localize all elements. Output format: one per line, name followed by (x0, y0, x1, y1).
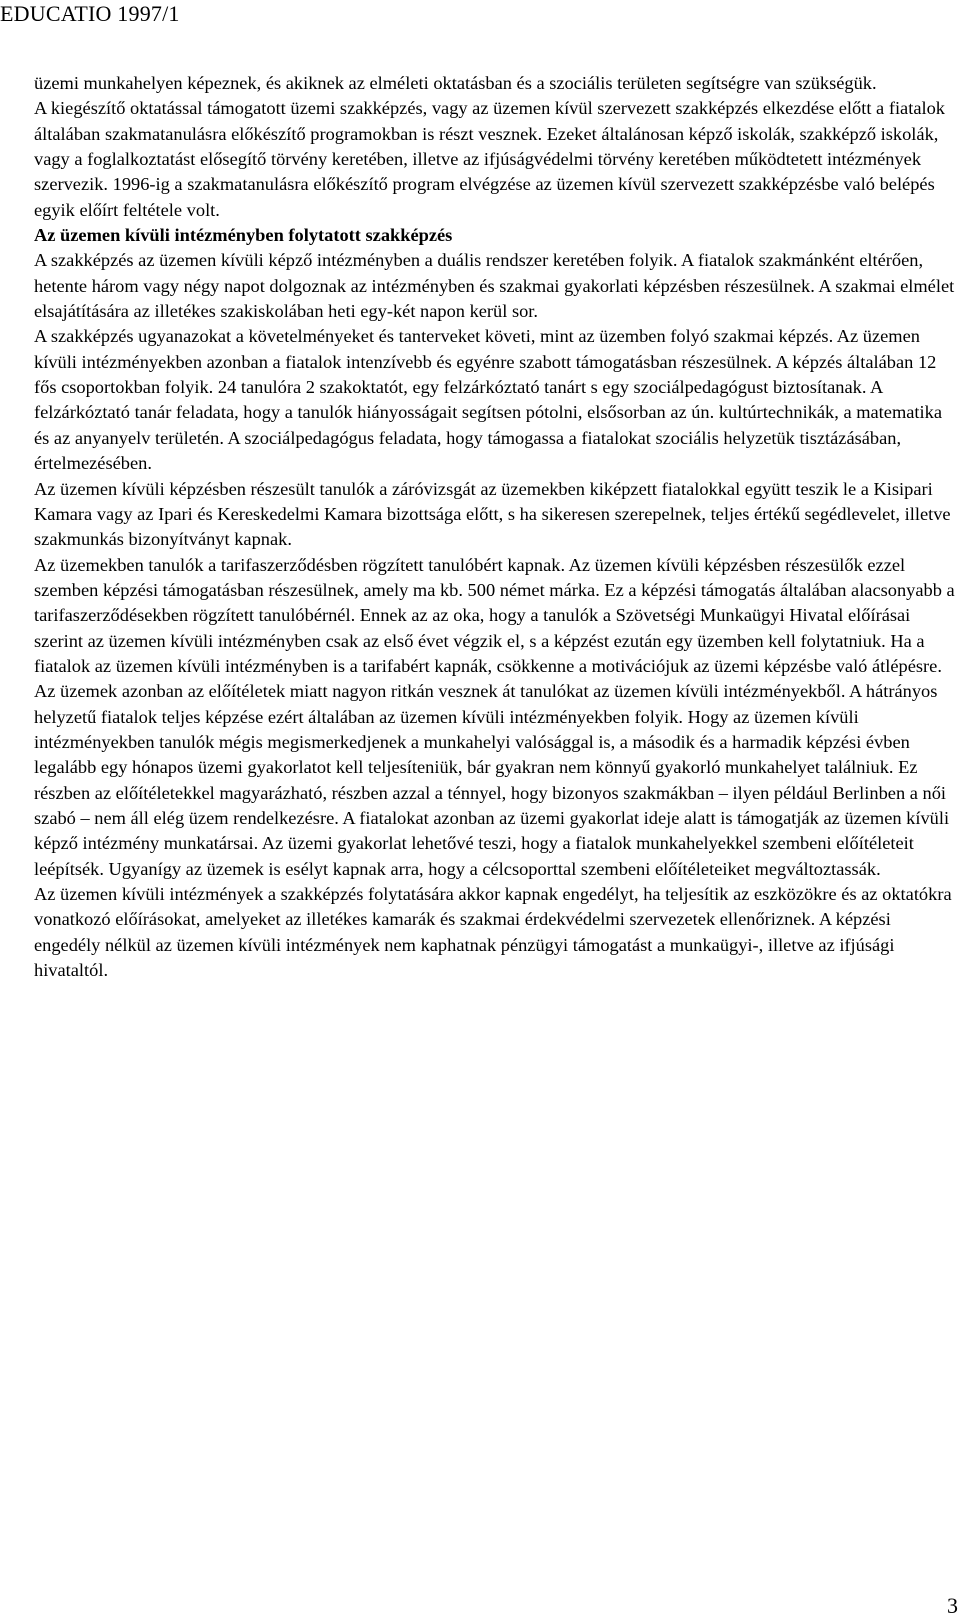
page-number: 3 (947, 1593, 958, 1618)
body-paragraph: A szakképzés ugyanazokat a követelményeket és tanterveket követi, mint az üzemben folyó szakmai képzés. Az üzemen kívüli intézményekben azonban a fiatalok intenzívebb és egyénre szabott támogatásban részesülnek. A képzés általában 12 fős csoportokban folyik. 24 tanulóra 2 szakoktatót, egy felzárkóztató tanárt s egy szociálpedagógust biztosítanak. A felzárkóztató tanár feladata, hogy a tanulók hiányosságait segítsen pótolni, elsősorban az ún. kultúrtechnikák, a matematika és az anyanyelv területén. A szociálpedagógus feladata, hogy támogassa a fiatalokat szociális helyzetük tisztázásában, értelmezésében. (34, 326, 942, 474)
section-heading: Az üzemen kívüli intézményben folytatott szakképzés (34, 225, 453, 246)
running-header: EDUCATIO 1997/1 (0, 1, 180, 26)
body-paragraph: A szakképzés az üzemen kívüli képző intézményben a duális rendszer keretében folyik. A fiatalok szakmánként eltérően, hetente három vagy négy napot dolgoznak az intézményben és szakmai gyakorlati képzésben részesülnek. A szakmai elmélet elsajátítására az illetékes szakiskolában heti egy-két napon kerül sor. (34, 250, 955, 322)
body-paragraph: Az üzemen kívüli intézmények a szakképzés folytatására akkor kapnak engedélyt, ha teljesítik az eszközökre és az oktatókra vonatkozó előírásokat, amelyeket az illetékes kamarák és szakmai érdekvédelmi szervezetek ellenőriznek. A képzési engedély nélkül az üzemen kívüli intézmények nem kaphatnak pénzügyi támogatást a munkaügyi-, illetve az ifjúsági hivataltól. (34, 884, 952, 981)
body-paragraph: üzemi munkahelyen képeznek, és akiknek az elméleti oktatásban és a szociális területen segítségre van szükségük. (34, 73, 877, 93)
body-paragraph: Az üzemekben tanulók a tarifaszerződésben rögzített tanulóbért kapnak. Az üzemen kívüli képzésben részesülők ezzel szemben képzési támogatásban részesülnek, amely ma kb. 500 német márka. Ez a képzési támogatás általában alacsonyabb a tarifaszerződésekben rögzített tanulóbérnél. Ennek az az oka, hogy a tanulók a Szövetségi Munkaügyi Hivatal előírásai szerint az üzemen kívüli intézményben csak az első évet végzik el, s a képzést ezután egy üzemben kell folytatniuk. Ha a fiatalok az üzemen kívüli intézményben is a tarifabért kapnák, csökkenne a motivációjuk az üzemi képzésbe való átlépésre. (34, 554, 955, 676)
page-body (34, 71, 956, 983)
body-paragraph: Az üzemek azonban az előítéletek miatt nagyon ritkán vesznek át tanulókat az üzemen kívüli intézményekből. A hátrányos helyzetű fiatalok teljes képzése ezért általában az üzemen kívüli intézményekben folyik. Hogy az üzemen kívüli intézményekben tanulók mégis megismerkedjenek a munkahelyi valósággal is, a második és a harmadik képzési évben legalább egy hónapos üzemi gyakorlatot kell teljesíteniük, bár gyakran nem könnyű gyakorló munkahelyet találniuk. Ez részben az előítéletekkel magyarázható, részben azzal a ténnyel, hogy bizonyos szakmákban – ilyen például Berlinben a női szabó – nem áll elég üzem rendelkezésre. A fiatalokat azonban az üzemi gyakorlat ideje alatt is támogatják az üzemen kívüli képző intézmény munkatársai. Az üzemi gyakorlat lehetővé teszi, hogy a fiatalok munkahelyekkel szembeni előítéleteit leépítsék. Ugyanígy az üzemek is esélyt kapnak arra, hogy a célcsoporttal szembeni előítéleteiket megváltoztassák. (34, 681, 950, 879)
body-paragraph: A kiegészítő oktatással támogatott üzemi szakképzés, vagy az üzemen kívül szervezett szakképzés elkezdése előtt a fiatalok általában szakmatanulásra előkészítő programokban is részt vesznek. Ezeket általánosan képző iskolák, szakképző iskolák, vagy a foglalkoztatást elősegítő törvény keretében, illetve az ifjúságvédelmi törvény keretében működtetett intézmények szervezik. 1996-ig a szakmatanulásra előkészítő program elvégzése az üzemen kívül szervezett szakképzésbe való belépés egyik előírt feltétele volt. (34, 98, 945, 220)
body-paragraph: Az üzemen kívüli képzésben részesült tanulók a záróvizsgát az üzemekben kiképzett fiatalokkal együtt teszik le a Kisipari Kamara vagy az Ipari és Kereskedelmi Kamara bizottsága előtt, s ha sikeresen szerepelnek, teljes értékű segédlevelet, illetve szakmunkás bizonyítványt kapnak. (34, 478, 951, 550)
